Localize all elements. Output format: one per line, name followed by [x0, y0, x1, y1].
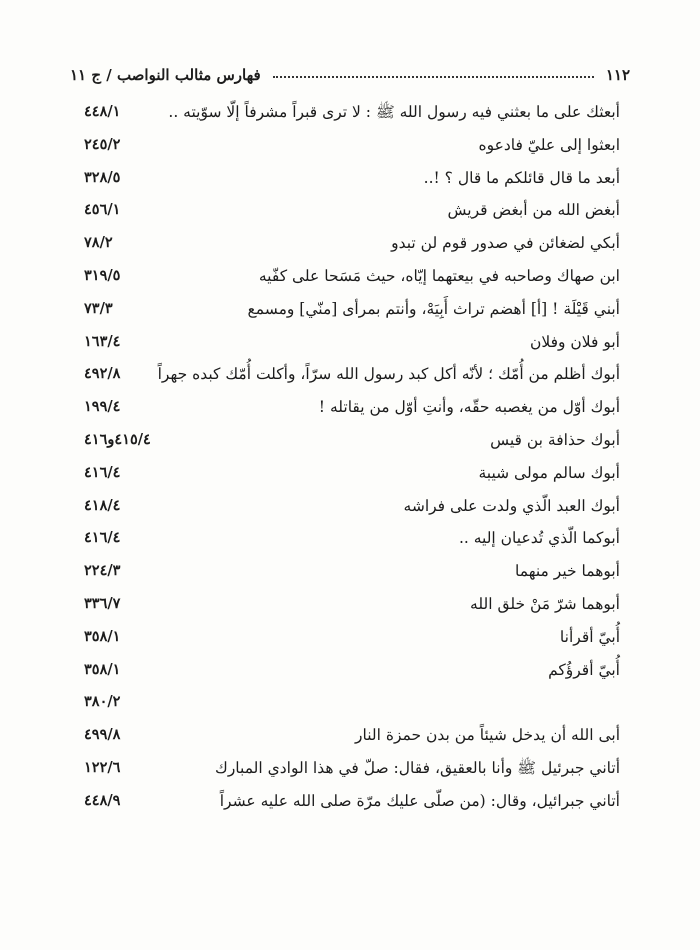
- entry-reference: ٤١٦/٤: [84, 529, 121, 547]
- index-entry: [84, 231, 620, 261]
- entry-text: أتاني جبرائيل، وقال: (من صلّى عليك مرّة صلى الله عليه عشراً: [219, 791, 620, 810]
- index-entry: [84, 133, 620, 163]
- entry-reference: ١٦٣/٤: [84, 332, 121, 350]
- entry-text: أبوكما الّذي تُدعيان إليه ..: [458, 529, 620, 548]
- entry-reference: ٣٥٨/١: [84, 627, 121, 645]
- entry-text: أبوهما شرّ مَنْ خلق الله: [470, 595, 620, 613]
- index-entry: [84, 526, 620, 556]
- entry-reference: ٣٣٦/٧: [84, 595, 121, 612]
- entry-text: أبوك حذافة بن قيس: [490, 431, 620, 449]
- index-entry: [84, 100, 620, 130]
- entry-text: أبغض الله من أبغض قريش: [447, 201, 620, 220]
- entry-text: أُبيّ أقرأنا: [559, 627, 620, 646]
- entry-reference: ٤١٥/٤و٤١٦: [84, 431, 151, 448]
- entry-text: أبني قَيْلَة ! [أ] أهضم تراث أَبِيَهْ، وأنتم بمرأى [منّي] ومسمع: [247, 299, 620, 318]
- entry-text: ابن صهاك وصاحبه في بيعتهما إيّاه، حيث مَسَحا على كفّيه: [258, 267, 620, 285]
- entry-text: أُبيّ أقرؤُكم: [548, 660, 620, 679]
- index-entry: [84, 690, 620, 720]
- index-entry: [84, 756, 620, 786]
- entry-reference: ٤١٨/٤: [84, 496, 121, 514]
- entry-text: أبوك أوّل من يغصبه حقّه، وأنتِ أوّل من يقاتله !: [318, 398, 620, 417]
- entry-reference: ٣٢٨/٥: [84, 168, 121, 186]
- header-dotted-leader: [273, 76, 594, 78]
- entry-reference: ٤٤٨/٩: [84, 791, 121, 809]
- entry-text: أبوك العبد الّذي ولدت على فراشه: [403, 496, 620, 515]
- entry-reference: ٣٨٠/٢: [84, 693, 121, 711]
- running-title: فهارس مثالب النواصب / ج ١١: [70, 66, 261, 84]
- entry-text: أبوك أظلم من أُمّك ؛ لأنّه أكل كبد رسول الله سرّاً، وأكلت أُمّك كبده جهراً: [157, 365, 620, 384]
- entry-text: أبكي لضغائن في صدور قوم لن تبدو: [391, 234, 620, 253]
- entry-reference: ٧٨/٢: [84, 234, 113, 252]
- entry-reference: ٣٥٨/١: [84, 660, 121, 678]
- entry-text: أبى الله أن يدخل شيئاً من بدن حمزة النار: [354, 726, 620, 745]
- entry-reference: ١٢٢/٦: [84, 759, 121, 776]
- index-entry: [84, 723, 620, 753]
- index-entry: [84, 264, 620, 294]
- entry-text: أبو فلان وفلان: [529, 332, 620, 351]
- index-entry: [84, 658, 620, 688]
- entry-reference: ٧٣/٣: [84, 299, 113, 317]
- page-number: ١١٢: [605, 66, 630, 84]
- entry-reference: ٤٥٦/١: [84, 201, 121, 219]
- entry-text: أبوهما خير منهما: [515, 562, 620, 581]
- entry-reference: ٤٩٩/٨: [84, 726, 121, 744]
- index-entry: [84, 625, 620, 655]
- entry-reference: ١٩٩/٤: [84, 398, 121, 416]
- entry-reference: ٤٤٨/١: [84, 103, 121, 120]
- entry-reference: ٢٢٤/٣: [84, 562, 121, 580]
- index-entry: [84, 297, 620, 327]
- entry-reference: ٤١٦/٤: [84, 463, 121, 481]
- entry-text: أبعثك على ما بعثني فيه رسول الله ﷺ : لا ترى قبراً مشرفاً إلّا سوّيته ..: [168, 103, 620, 121]
- entry-text: ابعثوا إلى عليّ فادعوه: [478, 135, 620, 154]
- entry-reference: ٣١٩/٥: [84, 267, 121, 284]
- index-entry: [84, 395, 620, 425]
- entry-reference: ٢٤٥/٢: [84, 135, 121, 153]
- index-entry: [84, 166, 620, 196]
- index-entry: [84, 330, 620, 360]
- index-entry: [84, 362, 620, 392]
- index-entry: [84, 198, 620, 228]
- entry-text: أتاني جبرئيل ﷺ وأنا بالعقيق، فقال: صلّ في هذا الوادي المبارك: [215, 759, 620, 777]
- index-entry: [84, 428, 620, 458]
- index-entry: [84, 789, 620, 819]
- entry-text: أبعد ما قال قائلكم ما قال ؟ !..: [423, 168, 620, 187]
- index-entry: [84, 461, 620, 491]
- entry-text: أبوك سالم مولى شيبة: [478, 463, 620, 482]
- index-entry: [84, 592, 620, 622]
- index-entry: [84, 494, 620, 524]
- page-header: [70, 54, 630, 84]
- index-entry: [84, 559, 620, 589]
- entry-reference: ٤٩٢/٨: [84, 365, 121, 383]
